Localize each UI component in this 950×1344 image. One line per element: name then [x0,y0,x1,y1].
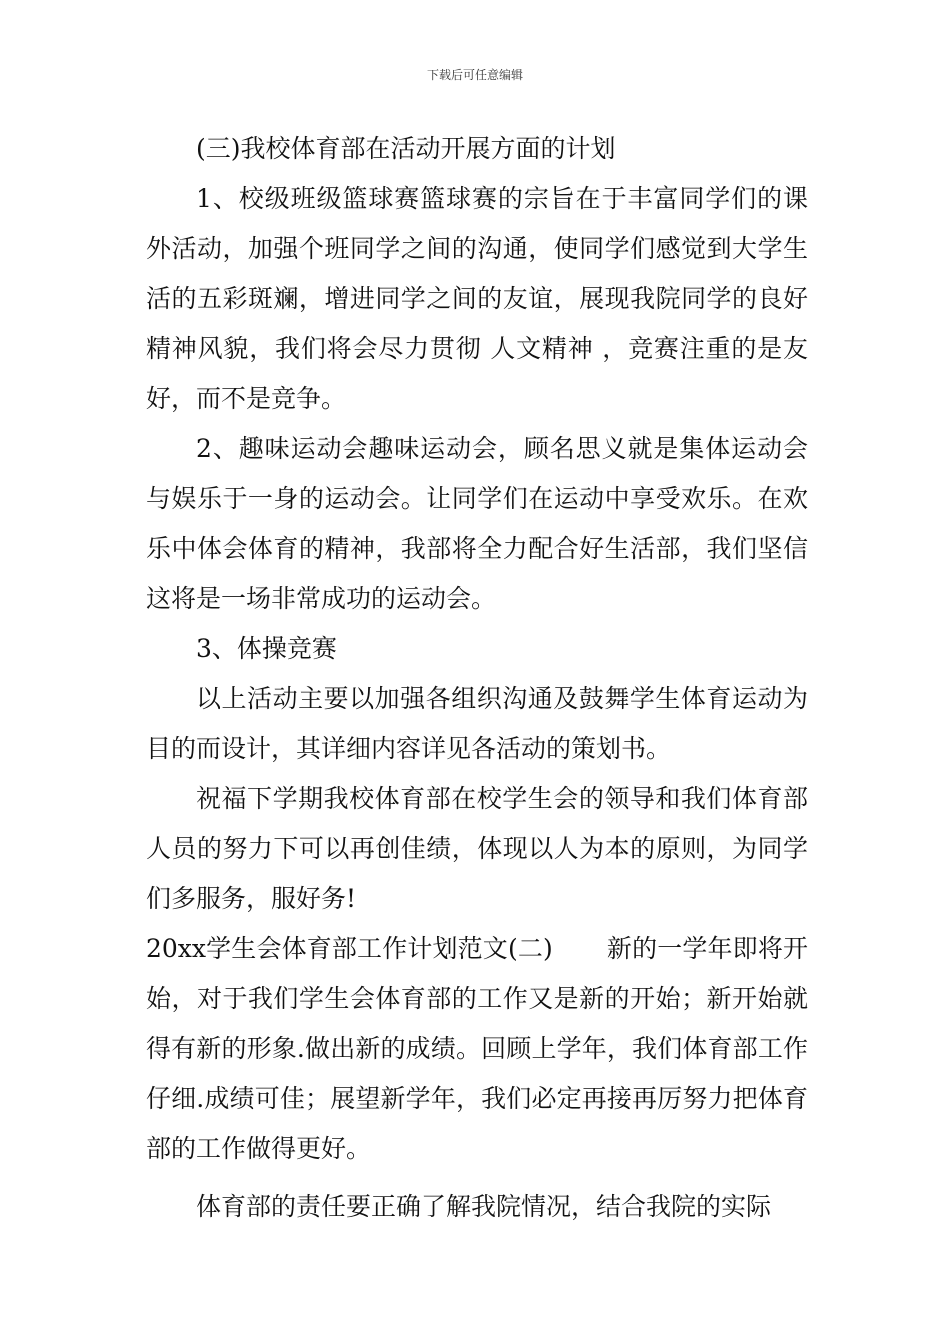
paragraph-responsibility: 体育部的责任要正确了解我院情况，结合我院的实际 [196,1192,772,1221]
document-body [146,124,808,1232]
page-header: 下载后可任意编辑 [426,68,523,82]
paragraph-basketball: 1、校级班级篮球赛篮球赛的宗旨在于丰富同学们的课外活动，加强个班同学之间的沟通，使同学们感觉到大学生活的五彩斑斓，增进同学之间的友谊，展现我院同学的良好精神风貌，我们将会尽力贯彻 人文精神 ，竞赛注重的是友好，而不是竞争。 [146,184,808,413]
paragraph-plan-heading: (三)我校体育部在活动开展方面的计划 [196,134,616,163]
paragraph-gymnastics: 3、体操竞赛 [196,634,337,663]
paragraph-activities-summary: 以上活动主要以加强各组织沟通及鼓舞学生体育运动为目的而设计，其详细内容详见各活动的策划书。 [146,684,808,763]
section-two-title: 20xx学生会体育部工作计划范文(二) [146,934,553,963]
section-two-paragraph [146,924,808,1174]
section-two-text: 新的一学年即将开始，对于我们学生会体育部的工作又是新的开始；新开始就得有新的形象.做出新的成绩。回顾上学年，我们体育部工作仔细.成绩可佳；展望新学年，我们必定再接再厉努力把体育部的工作做得更好。 [146,934,808,1163]
paragraph-fun-games: 2、趣味运动会趣味运动会，顾名思义就是集体运动会与娱乐于一身的运动会。让同学们在运动中享受欢乐。在欢乐中体会体育的精神，我部将全力配合好生活部，我们坚信这将是一场非常成功的运动会。 [146,434,808,613]
paragraph-blessing: 祝福下学期我校体育部在校学生会的领导和我们体育部人员的努力下可以再创佳绩，体现以人为本的原则，为同学们多服务，服好务! [146,784,808,913]
